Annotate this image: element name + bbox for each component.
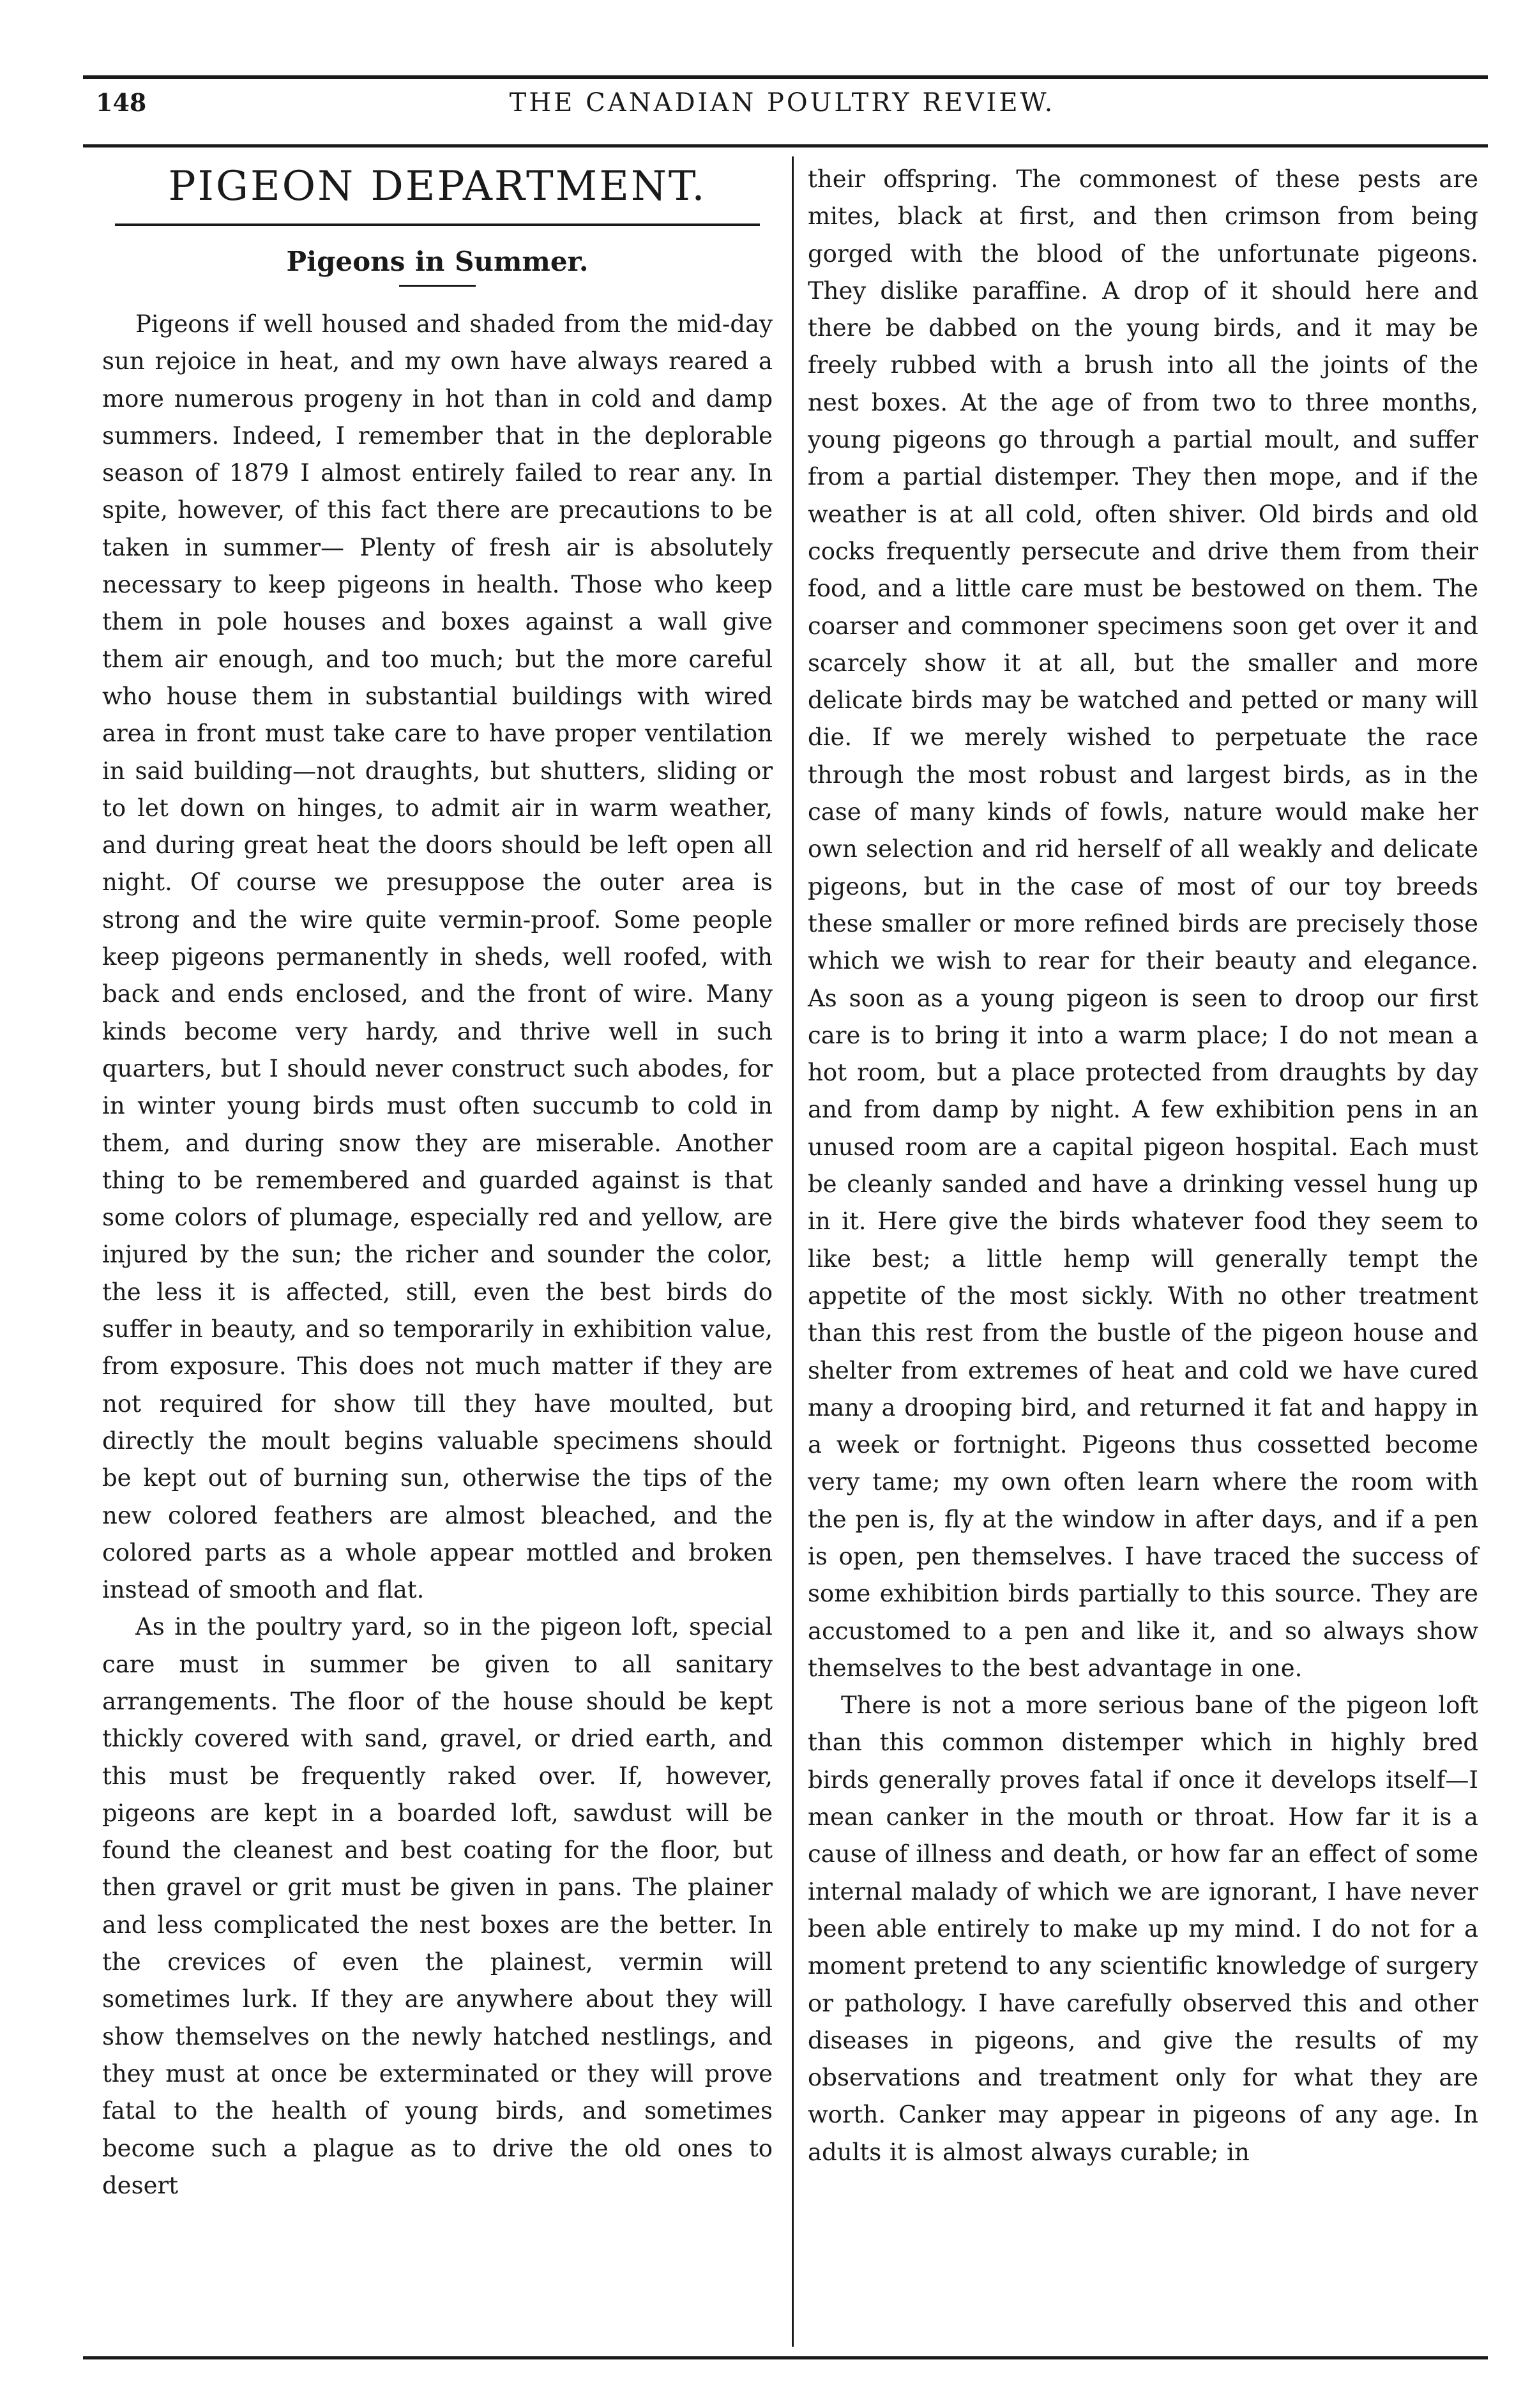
right-column [808, 161, 1478, 2171]
column-separator [792, 156, 794, 2347]
header-rule [83, 144, 1488, 148]
top-rule [83, 75, 1488, 79]
department-heading: PIGEON DEPARTMENT. [168, 163, 707, 210]
paragraph: their offspring. The commonest of these pests are mites, black at first, and then crimson from being gorged with the blood of the unfortunate pigeons. They dislike paraffine. A drop of it should here and there be dabbed on the young birds, and it may be freely rubbed with a brush into all the joints of the nest boxes. At the age of from two to three months, young pigeons go through a partial moult, and suffer from a partial distemper. They then mope, and if the weather is at all cold, often shiver. Old birds and old cocks frequently persecute and drive them from their food, and a little care must be bestowed on them. The coarser and commoner specimens soon get over it and scarcely show it at all, but the smaller and more delicate birds may be watched and petted or many will die. If we merely wished to perpetuate the race through the most robust and largest birds, as in the case of many kinds of fowls, nature would make her own selection and rid herself of all weakly and delicate pigeons, but in the case of most of our toy breeds these smaller or more refined birds are precisely those which we wish to rear for their beauty and elegance. As soon as a young pigeon is seen to droop our first care is to bring it into a warm place; I do not mean a hot room, but a place protected from draughts by day and from damp by night. A few exhibition pens in an unused room are a capital pigeon hospital. Each must be cleanly sanded and have a drinking vessel hung up in it. Here give the birds whatever food they seem to like best; a little hemp will generally tempt the appetite of the most sickly. With no other treatment than this rest from the bustle of the pigeon house and shelter from extremes of heat and cold we have cured many a drooping bird, and returned it fat and happy in a week or fortnight. Pigeons thus cossetted become very tame; my own often learn where the room with the pen is, fly at the window in after days, and if a pen is open, pen themselves. I have traced the success of some exhibition birds partially to this source. They are accustomed to a pen and like it, and so always show themselves to the best advantage in one. [808, 165, 1478, 1682]
paragraph: There is not a more serious bane of the pigeon loft than this common distemper which in highly bred birds generally proves fatal if once it develops itself—I mean canker in the mouth or throat. How far it is a cause of illness and death, or how far an effect of some internal malady of which we are ignorant, I have never been able entirely to make up my mind. I do not for a moment pretend to any scientific knowledge of surgery or pathology. I have carefully observed this and other diseases in pigeons, and give the results of my observations and treatment only for what they are worth. Canker may appear in pigeons of any age. In adults it is almost always curable; in [808, 1692, 1478, 2166]
paragraph: As in the poultry yard, so in the pigeon loft, special care must in summer be given to all sanitary arrangements. The floor of the house should be kept thickly covered with sand, gravel, or dried earth, and this must be frequently raked over. If, however, pigeons are kept in a boarded loft, sawdust will be found the cleanest and best coating for the floor, but then gravel or grit must be given in pans. The plainer and less complicated the nest boxes are the better. In the crevices of even the plainest, vermin will sometimes lurk. If they are anywhere about they will show themselves on the newly hatched nestlings, and they must at once be exterminated or they will prove fatal to the health of young birds, and sometimes become such a plague as to drive the old ones to desert [102, 1613, 773, 2199]
paragraph: Pigeons if well housed and shaded from the mid-day sun rejoice in heat, and my own have always reared a more numerous progeny in hot than in cold and damp summers. Indeed, I remember that in the deplorable season of 1879 I almost entirely failed to rear any. In spite, however, of this fact there are precautions to be taken in summer— Plenty of fresh air is absolutely necessary to keep pigeons in health. Those who keep them in pole houses and boxes against a wall give them air enough, and too much; but the more careful who house them in substantial buildings with wired area in front must take care to have proper ventilation in said building—not draughts, but shutters, sliding or to let down on hinges, to admit air in warm weather, and during great heat the doors should be left open all night. Of course we presuppose the outer area is strong and the wire quite vermin-proof. Some people keep pigeons permanently in sheds, well roofed, with back and ends enclosed, and the front of wire. Many kinds become very hardy, and thrive well in such quarters, but I should never construct such abodes, for in winter young birds must often succumb to cold in them, and during snow they are miserable. Another thing to be remembered and guarded against is that some colors of plumage, especially red and yellow, are injured by the sun; the richer and sounder the color, the less it is affected, still, even the best birds do suffer in beauty, and so temporarily in exhibition value, from exposure. This does not much matter if they are not required for show till they have moulted, but directly the moult begins valuable specimens should be kept out of burning sun, otherwise the tips of the new colored feathers are almost bleached, and the colored parts as a whole appear mottled and broken instead of smooth and flat. [102, 310, 773, 1604]
department-rule [115, 223, 760, 226]
bottom-rule [83, 2356, 1488, 2359]
left-column [102, 161, 773, 2204]
page-number: 148 [96, 88, 147, 117]
running-header [96, 88, 1469, 133]
running-title: THE CANADIAN POULTRY REVIEW. [509, 88, 1056, 117]
article-title: Pigeons in Summer. [286, 246, 589, 277]
article-title-rule [399, 285, 476, 287]
